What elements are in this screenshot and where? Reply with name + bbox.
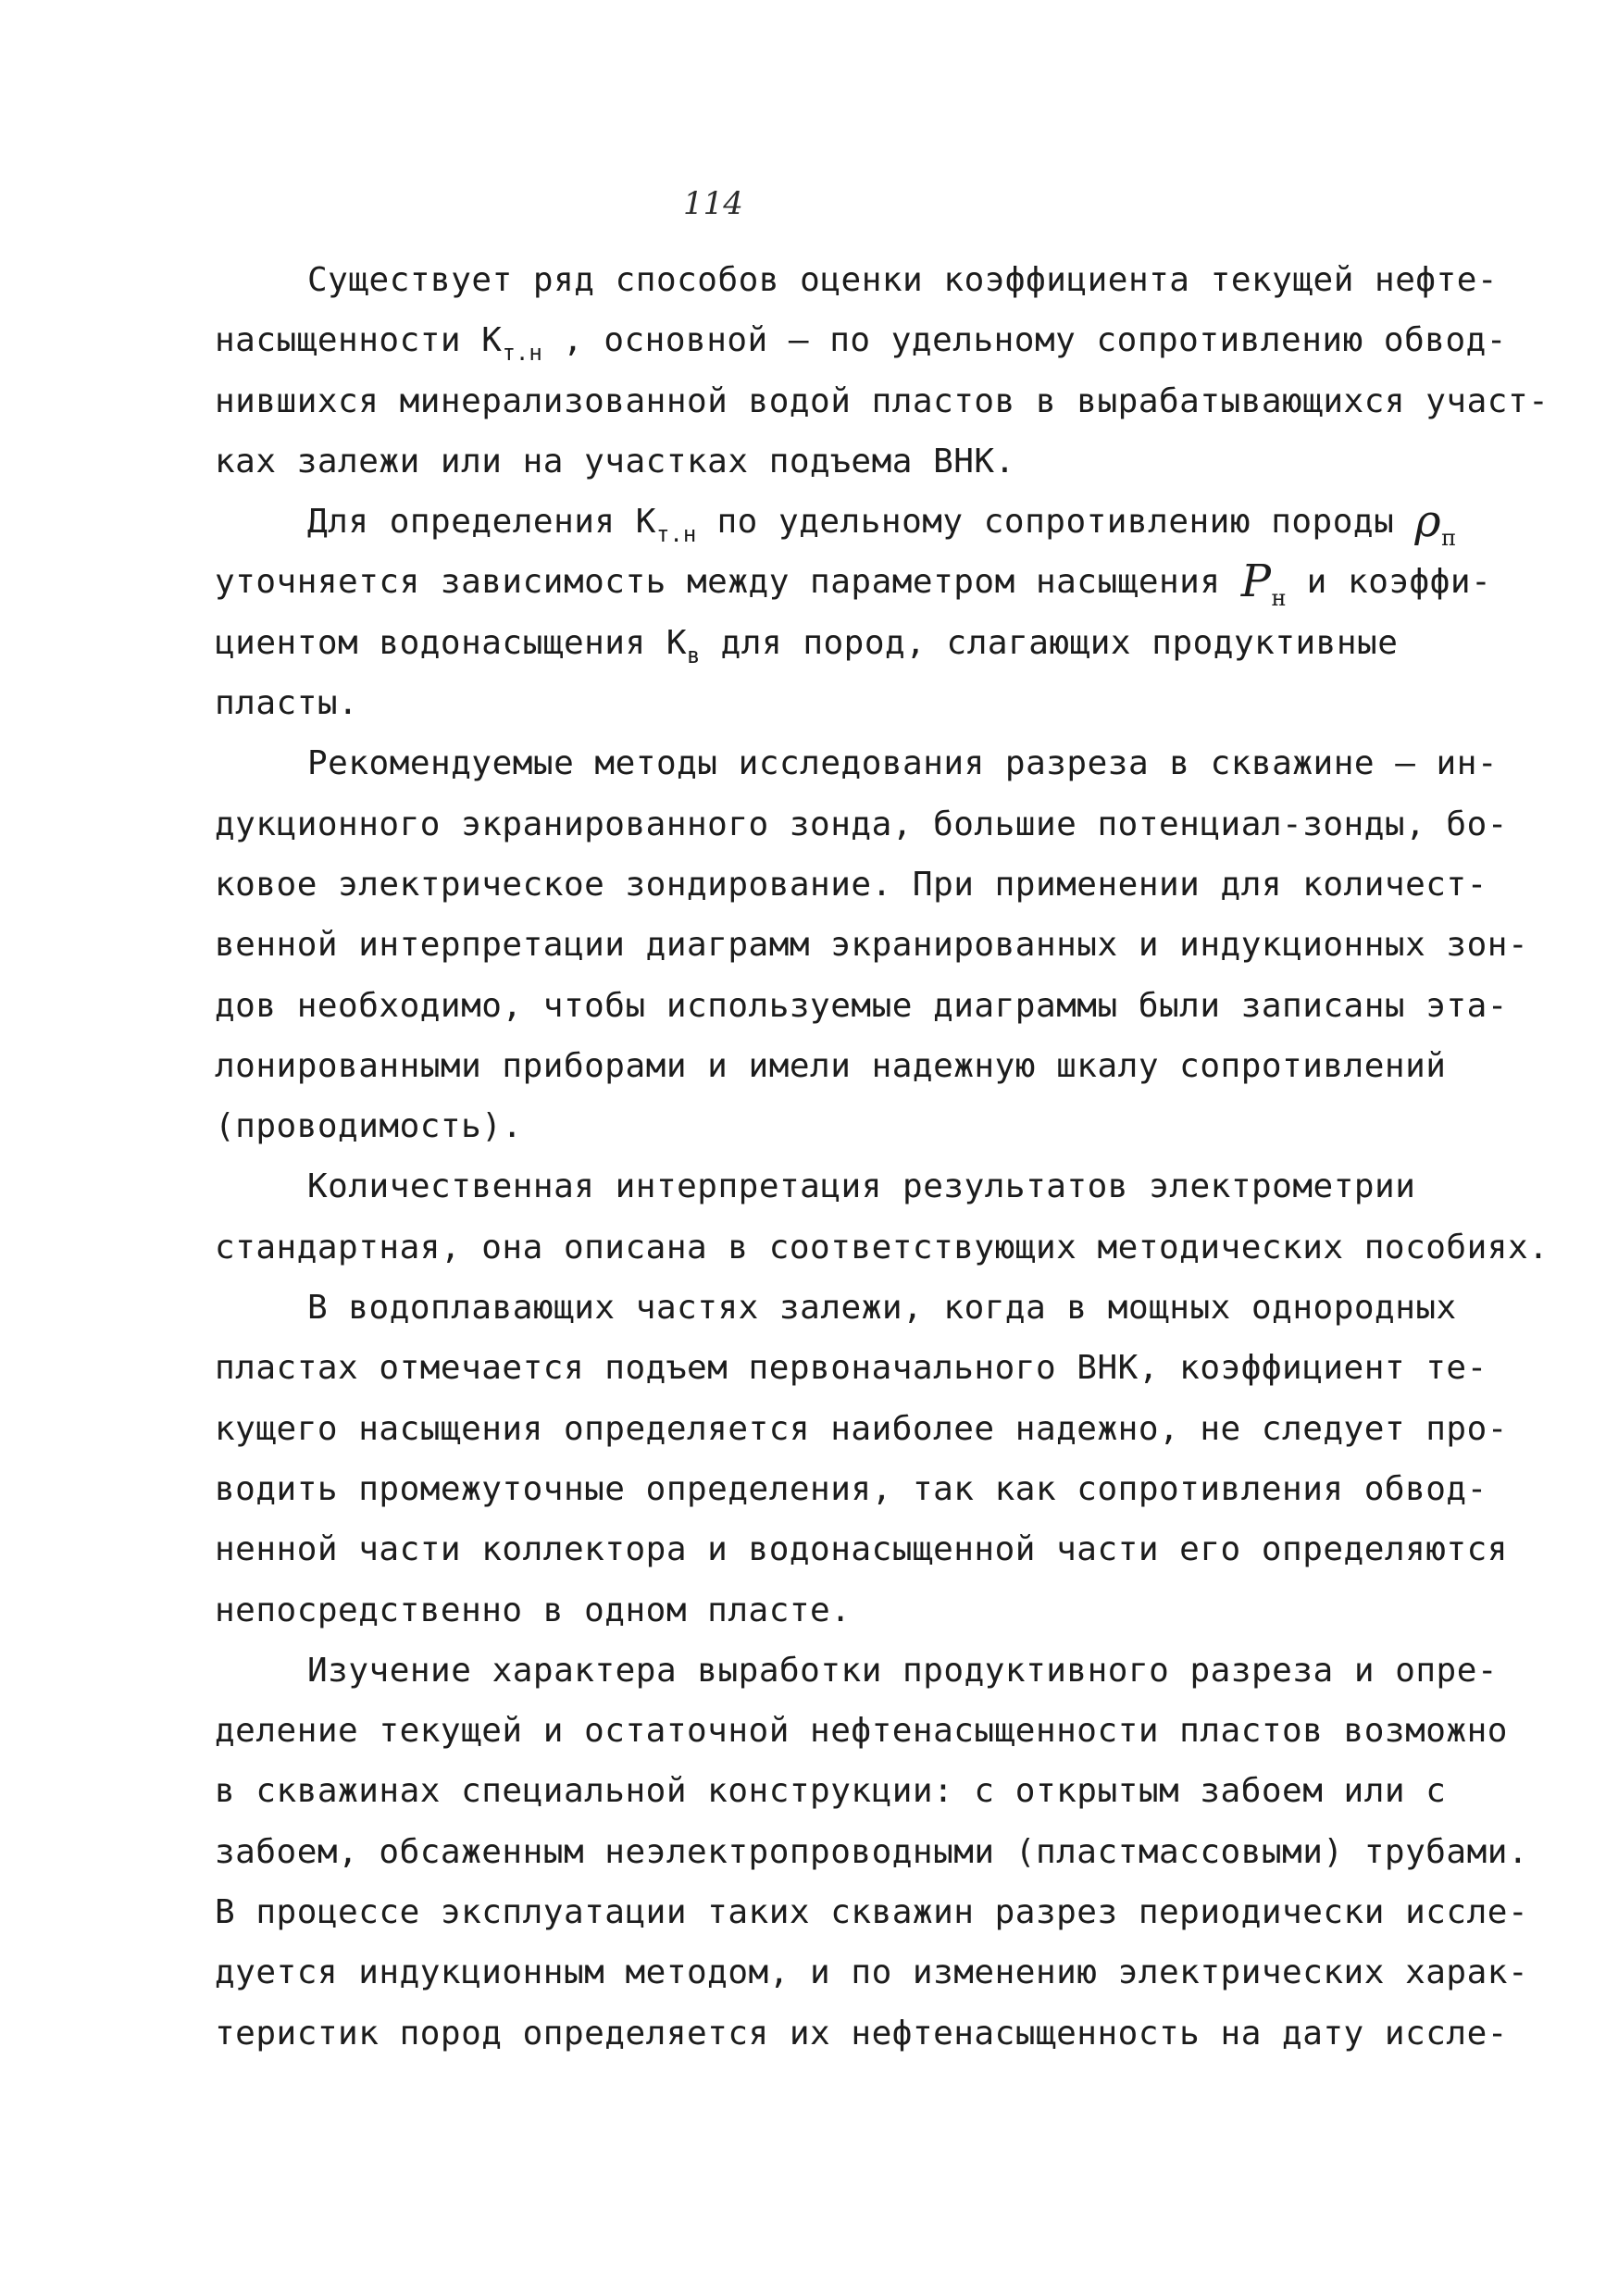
subscript: т.н [655,521,697,548]
text-run: Р [1240,555,1272,608]
text-line: пластах отмечается подъем первоначального ВНК, коэффициент те- [215,1349,1487,1388]
text-run: уточняется зависимость между параметром насыщения [215,563,1241,602]
text-line: кущего насыщения определяется наиболее надежно, не следует про- [215,1409,1508,1448]
saturation-parameter-symbol [1240,555,1287,612]
text-line: Существует ряд способов оценки коэффициента текущей нефте- [307,261,1499,299]
text-line [215,492,1457,552]
page-number: 114 [683,185,743,222]
text-line: нившихся минерализованной водой пластов в вырабатывающихся участ- [215,381,1550,420]
text-run: циентом водонасыщения К [215,623,687,662]
text-line: ках залежи или на участках подъема ВНК. [215,442,1015,480]
subscript: п [1441,525,1457,552]
text-line: непосредственно в одном пласте. [215,1591,852,1629]
text-line: дов необходимо, чтобы используемые диаграммы были записаны эта- [215,986,1508,1025]
text-line [215,552,1492,612]
text-line: лонированными приборами и имели надежную шкалу сопротивлений [215,1046,1447,1085]
text-line: В водоплавающих частях залежи, когда в мощных однородных [307,1289,1457,1328]
text-run: , основной – по удельному сопротивлению обвод- [541,321,1507,360]
text-line: пласты. [215,684,359,723]
text-run: по удельному сопротивлению породы [696,503,1415,542]
text-run: для пород, слагающих продуктивные [700,623,1399,662]
text-run: и коэффи- [1286,563,1492,602]
subscript: в [687,642,701,668]
text-line: Изучение характера выработки продуктивного разреза и опре- [307,1651,1499,1690]
text-line: водить промежуточные определения, так как сопротивления обвод- [215,1469,1487,1508]
text-line: венной интерпретации диаграмм экранированных и индукционных зон- [215,926,1529,965]
text-line [215,613,1446,673]
text-line: стандартная, она описана в соответствующих методических пособиях. [215,1228,1550,1267]
subscript: н [1271,585,1287,612]
text-line: ковое электрическое зондирование. При применении для количест- [215,865,1487,904]
text-run: Для определения К [307,503,656,542]
text-run: насыщенности К [215,321,503,360]
text-run: ρ [1414,495,1442,548]
subscript: т.н [502,340,542,367]
text-line: Рекомендуемые методы исследования разреза в скважине – ин- [307,744,1499,783]
text-line [215,310,1507,370]
document-body [215,250,1550,2064]
text-line: дукционного экранированного зонда, большие потенциал-зонды, бо- [215,805,1508,843]
text-line: деление текущей и остаточной нефтенасыщенности пластов возможно [215,1712,1508,1751]
text-line: теристик пород определяется их нефтенасыщенность на дату иссле- [215,2014,1508,2053]
rho-symbol [1414,495,1457,552]
text-line: забоем, обсаженным неэлектропроводными (пластмассовыми) трубами. [215,1832,1529,1871]
text-line: (проводимость). [215,1107,523,1146]
text-line: дуется индукционным методом, и по изменению электрических харак- [215,1953,1529,1992]
text-line: Количественная интерпретация результатов электрометрии [307,1167,1416,1206]
text-line: ненной части коллектора и водонасыщенной части его определяются [215,1530,1508,1569]
text-line: в скважинах специальной конструкции: с открытым забоем или с [215,1772,1447,1811]
text-line: В процессе эксплуатации таких скважин разрез периодически иссле- [215,1893,1529,1932]
